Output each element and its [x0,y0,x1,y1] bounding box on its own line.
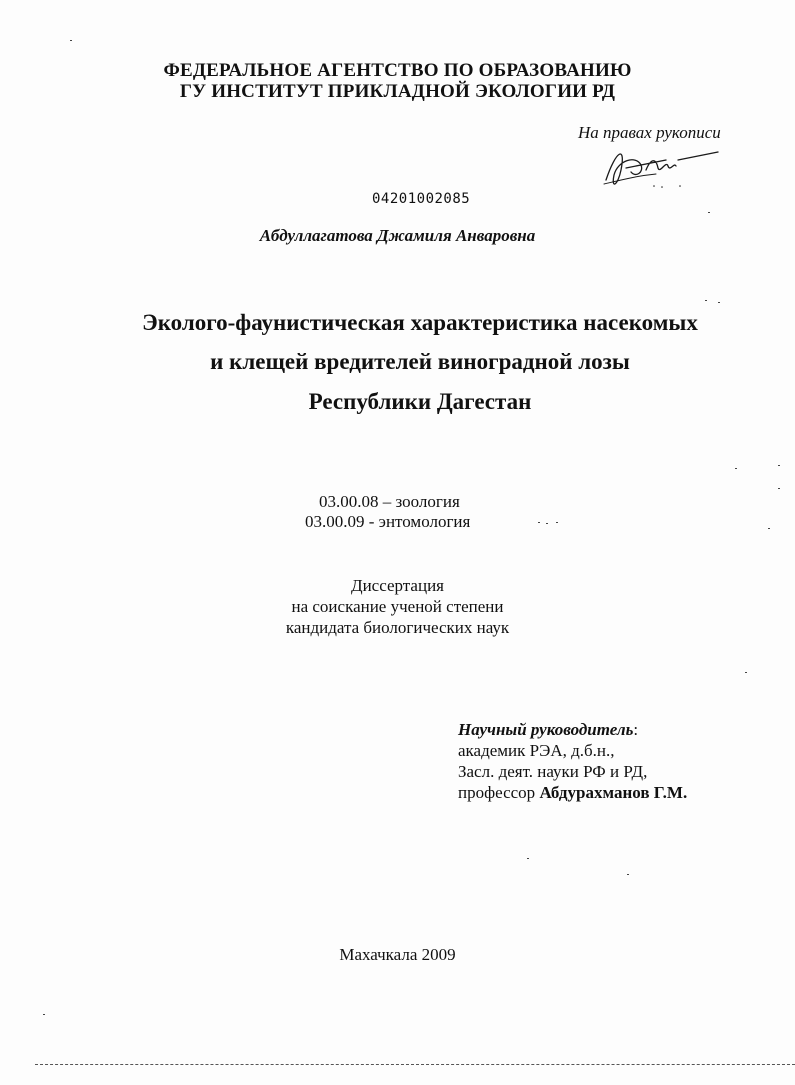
manuscript-rights-label: На правах рукописи [578,123,721,142]
title-line-1: Эколого-фаунистическая характеристика насекомых [142,310,698,335]
scan-speck [527,858,529,859]
scan-speck [778,488,780,489]
scan-speck [627,874,629,875]
supervisor-line-2: Засл. деят. науки РФ и РД, [458,762,648,781]
dissertation-line-2: на соискание ученой степени [291,597,504,616]
supervisor-name: Абдурахманов Г.М. [539,783,688,802]
scan-speck [546,523,548,524]
supervisor-heading-colon: : [633,720,639,739]
scan-speck [735,468,737,469]
scan-edge-line [35,1064,795,1065]
title-line-2: и клещей вредителей виноградной лозы [210,349,630,374]
dissertation-line-3: кандидата биологических наук [285,618,510,637]
author-name: Абдуллагатова Джамиля Анваровна [259,226,536,245]
supervisor-heading-label: Научный руководитель [458,720,634,739]
scan-speck [705,300,707,301]
city-year: Махачкала 2009 [339,945,456,964]
scan-speck [778,465,780,466]
scan-speck [745,672,747,673]
agency-line-1: ФЕДЕРАЛЬНОЕ АГЕНТСТВО ПО ОБРАЗОВАНИЮ [163,60,632,81]
scan-speck [556,522,558,523]
document-number: 04201002085 [372,191,471,207]
supervisor-line-3 [458,783,687,803]
supervisor-title: профессор [458,783,540,802]
scan-speck [538,522,540,523]
scan-speck [708,212,710,213]
dissertation-line-1: Диссертация [350,576,444,595]
scan-speck [768,528,770,529]
scan-speck [43,1014,45,1015]
signature-icon [596,140,726,200]
title-line-3: Республики Дагестан [308,389,532,414]
agency-line-2: ГУ ИНСТИТУТ ПРИКЛАДНОЙ ЭКОЛОГИИ РД [179,81,616,102]
supervisor-line-1: академик РЭА, д.б.н., [458,741,615,760]
specialty-line-1: 03.00.08 – зоология [319,492,460,511]
scan-speck [718,302,720,303]
specialty-line-2: 03.00.09 - энтомология [305,512,471,531]
scan-speck [70,40,72,41]
supervisor-heading [458,720,638,740]
